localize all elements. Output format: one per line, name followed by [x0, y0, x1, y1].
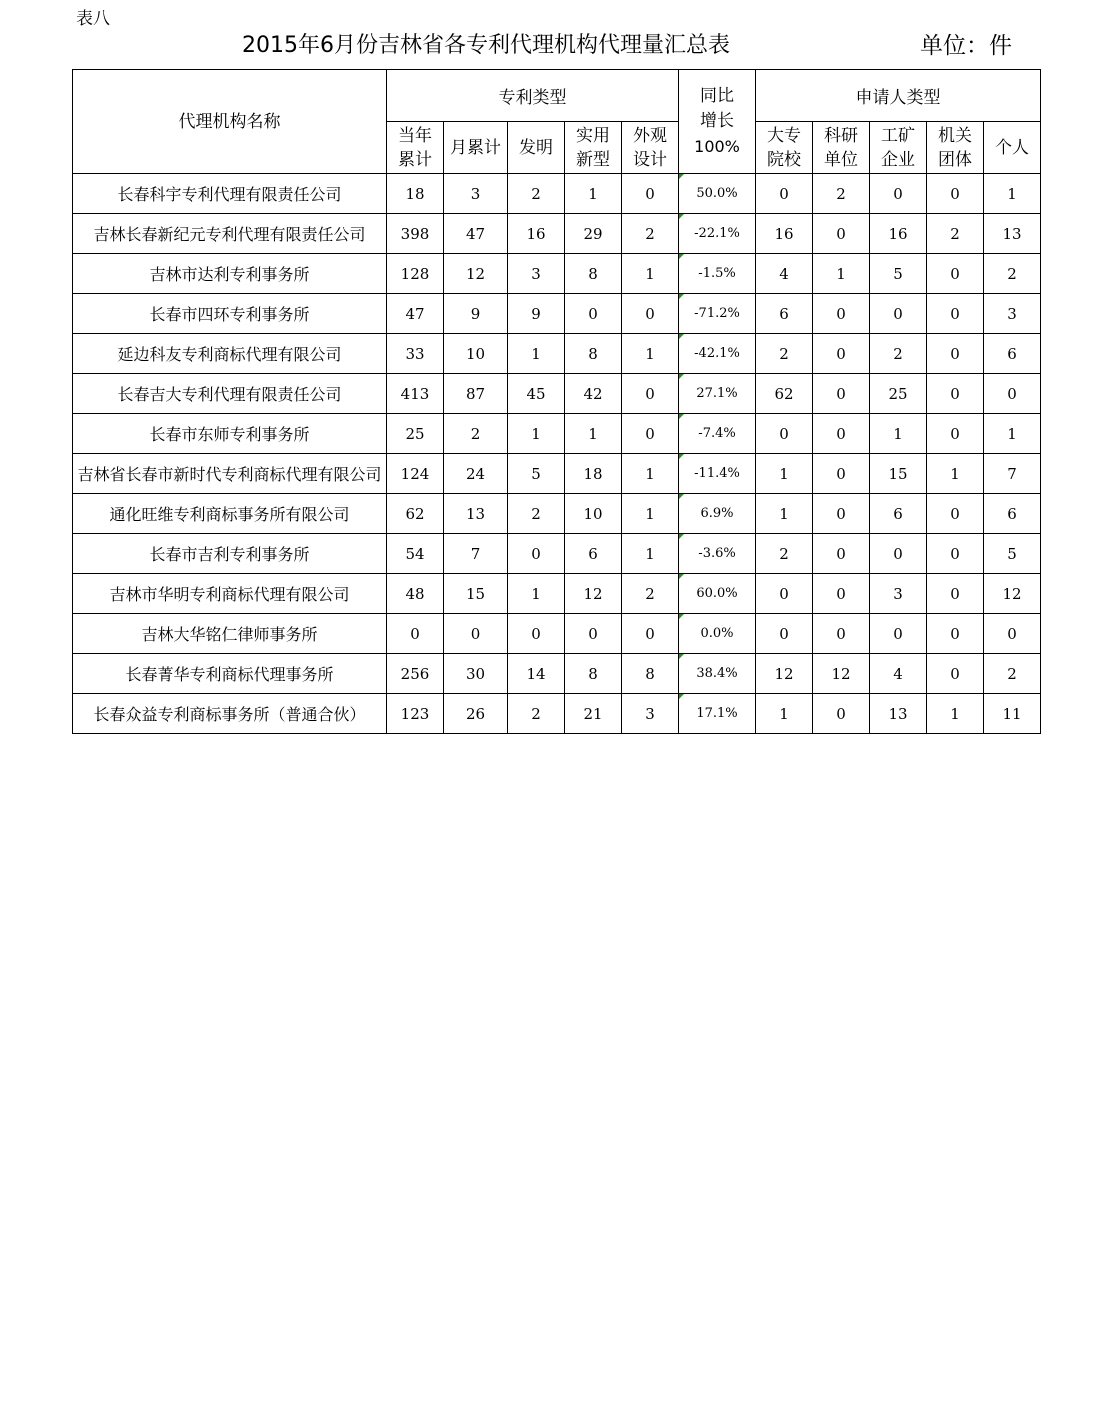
yoy-growth-cell: -42.1%: [679, 334, 756, 374]
college-cell: 1: [756, 694, 813, 734]
invention-cell: 1: [508, 574, 565, 614]
page-title: 2015年6月份吉林省各专利代理机构代理量汇总表: [242, 33, 730, 58]
design-cell: 8: [622, 654, 679, 694]
table-row: [73, 694, 1041, 734]
design-cell: 2: [622, 214, 679, 254]
college-cell: 12: [756, 654, 813, 694]
enterprise-cell: 25: [870, 374, 927, 414]
design-cell: 1: [622, 494, 679, 534]
individual-cell: 11: [984, 694, 1041, 734]
invention-cell: 9: [508, 294, 565, 334]
utility-model-cell: 18: [565, 454, 622, 494]
college-cell: 62: [756, 374, 813, 414]
table-row: [73, 214, 1041, 254]
invention-cell: 3: [508, 254, 565, 294]
enterprise-cell: 0: [870, 534, 927, 574]
enterprise-cell: 0: [870, 174, 927, 214]
year-total-cell: 398: [387, 214, 444, 254]
year-total-cell: 413: [387, 374, 444, 414]
header-utility-model: 实用 新型: [565, 122, 622, 174]
research-cell: 0: [813, 694, 870, 734]
month-total-cell: 13: [444, 494, 508, 534]
month-total-cell: 7: [444, 534, 508, 574]
agency-name-cell: 长春市吉利专利事务所: [73, 534, 387, 574]
month-total-cell: 30: [444, 654, 508, 694]
yoy-growth-cell: -22.1%: [679, 214, 756, 254]
header-enterprise: 工矿 企业: [870, 122, 927, 174]
individual-cell: 0: [984, 374, 1041, 414]
design-cell: 0: [622, 614, 679, 654]
header-org: 机关 团体: [927, 122, 984, 174]
table-row: [73, 374, 1041, 414]
year-total-cell: 25: [387, 414, 444, 454]
enterprise-cell: 6: [870, 494, 927, 534]
yoy-growth-cell: 17.1%: [679, 694, 756, 734]
yoy-growth-cell: 50.0%: [679, 174, 756, 214]
agency-name-cell: 吉林市达利专利事务所: [73, 254, 387, 294]
year-total-cell: 18: [387, 174, 444, 214]
enterprise-cell: 4: [870, 654, 927, 694]
college-cell: 2: [756, 534, 813, 574]
design-cell: 3: [622, 694, 679, 734]
header-month-total: 月累计: [444, 122, 508, 174]
org-cell: 0: [927, 374, 984, 414]
enterprise-cell: 1: [870, 414, 927, 454]
utility-model-cell: 21: [565, 694, 622, 734]
org-cell: 0: [927, 174, 984, 214]
invention-cell: 5: [508, 454, 565, 494]
yoy-growth-cell: 0.0%: [679, 614, 756, 654]
enterprise-cell: 3: [870, 574, 927, 614]
agency-name-cell: 长春科宇专利代理有限责任公司: [73, 174, 387, 214]
yoy-growth-cell: 60.0%: [679, 574, 756, 614]
agency-name-cell: 长春吉大专利代理有限责任公司: [73, 374, 387, 414]
year-total-cell: 123: [387, 694, 444, 734]
org-cell: 1: [927, 694, 984, 734]
college-cell: 4: [756, 254, 813, 294]
yoy-growth-cell: -71.2%: [679, 294, 756, 334]
table-row: [73, 254, 1041, 294]
individual-cell: 1: [984, 414, 1041, 454]
utility-model-cell: 42: [565, 374, 622, 414]
individual-cell: 13: [984, 214, 1041, 254]
utility-model-cell: 29: [565, 214, 622, 254]
year-total-cell: 256: [387, 654, 444, 694]
agency-name-cell: 延边科友专利商标代理有限公司: [73, 334, 387, 374]
header-patent-type: 专利类型: [387, 70, 679, 122]
individual-cell: 3: [984, 294, 1041, 334]
college-cell: 0: [756, 614, 813, 654]
individual-cell: 1: [984, 174, 1041, 214]
utility-model-cell: 8: [565, 254, 622, 294]
month-total-cell: 15: [444, 574, 508, 614]
research-cell: 0: [813, 374, 870, 414]
org-cell: 0: [927, 534, 984, 574]
agency-name-cell: 吉林市华明专利商标代理有限公司: [73, 574, 387, 614]
table-row: [73, 654, 1041, 694]
yoy-growth-cell: -3.6%: [679, 534, 756, 574]
enterprise-cell: 0: [870, 294, 927, 334]
college-cell: 0: [756, 574, 813, 614]
year-total-cell: 128: [387, 254, 444, 294]
invention-cell: 16: [508, 214, 565, 254]
header-research: 科研 单位: [813, 122, 870, 174]
research-cell: 0: [813, 294, 870, 334]
table-row: [73, 334, 1041, 374]
design-cell: 0: [622, 414, 679, 454]
invention-cell: 0: [508, 534, 565, 574]
research-cell: 0: [813, 614, 870, 654]
utility-model-cell: 8: [565, 654, 622, 694]
agency-name-cell: 吉林长春新纪元专利代理有限责任公司: [73, 214, 387, 254]
yoy-growth-cell: 27.1%: [679, 374, 756, 414]
header-applicant-type: 申请人类型: [756, 70, 1041, 122]
college-cell: 2: [756, 334, 813, 374]
yoy-growth-cell: 6.9%: [679, 494, 756, 534]
college-cell: 16: [756, 214, 813, 254]
individual-cell: 2: [984, 254, 1041, 294]
research-cell: 1: [813, 254, 870, 294]
research-cell: 0: [813, 494, 870, 534]
individual-cell: 5: [984, 534, 1041, 574]
design-cell: 2: [622, 574, 679, 614]
org-cell: 0: [927, 294, 984, 334]
invention-cell: 0: [508, 614, 565, 654]
enterprise-cell: 16: [870, 214, 927, 254]
design-cell: 1: [622, 454, 679, 494]
table-row: [73, 454, 1041, 494]
design-cell: 0: [622, 374, 679, 414]
org-cell: 0: [927, 494, 984, 534]
sheet-label: 表八: [76, 9, 110, 29]
utility-model-cell: 12: [565, 574, 622, 614]
header-invention: 发明: [508, 122, 565, 174]
table-row: [73, 174, 1041, 214]
year-total-cell: 48: [387, 574, 444, 614]
utility-model-cell: 1: [565, 414, 622, 454]
table-row: [73, 494, 1041, 534]
header-agency-name: 代理机构名称: [73, 70, 387, 174]
invention-cell: 2: [508, 694, 565, 734]
month-total-cell: 3: [444, 174, 508, 214]
invention-cell: 1: [508, 414, 565, 454]
month-total-cell: 26: [444, 694, 508, 734]
enterprise-cell: 13: [870, 694, 927, 734]
individual-cell: 6: [984, 334, 1041, 374]
enterprise-cell: 5: [870, 254, 927, 294]
agency-name-cell: 长春市四环专利事务所: [73, 294, 387, 334]
individual-cell: 7: [984, 454, 1041, 494]
summary-table: [72, 69, 1041, 734]
individual-cell: 2: [984, 654, 1041, 694]
design-cell: 0: [622, 294, 679, 334]
table-row: [73, 414, 1041, 454]
org-cell: 0: [927, 574, 984, 614]
org-cell: 1: [927, 454, 984, 494]
org-cell: 2: [927, 214, 984, 254]
utility-model-cell: 0: [565, 614, 622, 654]
research-cell: 2: [813, 174, 870, 214]
agency-name-cell: 通化旺维专利商标事务所有限公司: [73, 494, 387, 534]
design-cell: 1: [622, 254, 679, 294]
year-total-cell: 33: [387, 334, 444, 374]
research-cell: 0: [813, 534, 870, 574]
org-cell: 0: [927, 254, 984, 294]
agency-name-cell: 吉林省长春市新时代专利商标代理有限公司: [73, 454, 387, 494]
agency-name-cell: 长春众益专利商标事务所（普通合伙）: [73, 694, 387, 734]
enterprise-cell: 2: [870, 334, 927, 374]
table-row: [73, 294, 1041, 334]
org-cell: 0: [927, 414, 984, 454]
month-total-cell: 0: [444, 614, 508, 654]
org-cell: 0: [927, 654, 984, 694]
org-cell: 0: [927, 334, 984, 374]
year-total-cell: 47: [387, 294, 444, 334]
invention-cell: 2: [508, 174, 565, 214]
year-total-cell: 0: [387, 614, 444, 654]
header-year-total: 当年 累计: [387, 122, 444, 174]
enterprise-cell: 0: [870, 614, 927, 654]
org-cell: 0: [927, 614, 984, 654]
enterprise-cell: 15: [870, 454, 927, 494]
invention-cell: 14: [508, 654, 565, 694]
header-individual: 个人: [984, 122, 1041, 174]
table-row: [73, 574, 1041, 614]
college-cell: 1: [756, 454, 813, 494]
college-cell: 1: [756, 494, 813, 534]
individual-cell: 0: [984, 614, 1041, 654]
month-total-cell: 9: [444, 294, 508, 334]
college-cell: 0: [756, 414, 813, 454]
utility-model-cell: 6: [565, 534, 622, 574]
yoy-growth-cell: -7.4%: [679, 414, 756, 454]
month-total-cell: 87: [444, 374, 508, 414]
header-college: 大专 院校: [756, 122, 813, 174]
yoy-growth-cell: -1.5%: [679, 254, 756, 294]
individual-cell: 6: [984, 494, 1041, 534]
agency-name-cell: 吉林大华铭仁律师事务所: [73, 614, 387, 654]
research-cell: 0: [813, 414, 870, 454]
invention-cell: 45: [508, 374, 565, 414]
unit-label: 单位：件: [920, 33, 1012, 59]
year-total-cell: 124: [387, 454, 444, 494]
utility-model-cell: 10: [565, 494, 622, 534]
research-cell: 0: [813, 454, 870, 494]
yoy-growth-cell: -11.4%: [679, 454, 756, 494]
header-yoy-growth: 同比 增长 100%: [679, 70, 756, 174]
college-cell: 6: [756, 294, 813, 334]
individual-cell: 12: [984, 574, 1041, 614]
research-cell: 0: [813, 334, 870, 374]
design-cell: 1: [622, 534, 679, 574]
agency-name-cell: 长春市东师专利事务所: [73, 414, 387, 454]
month-total-cell: 12: [444, 254, 508, 294]
research-cell: 12: [813, 654, 870, 694]
yoy-growth-cell: 38.4%: [679, 654, 756, 694]
design-cell: 1: [622, 334, 679, 374]
utility-model-cell: 8: [565, 334, 622, 374]
month-total-cell: 24: [444, 454, 508, 494]
table-row: [73, 534, 1041, 574]
month-total-cell: 47: [444, 214, 508, 254]
year-total-cell: 54: [387, 534, 444, 574]
header-design: 外观 设计: [622, 122, 679, 174]
utility-model-cell: 1: [565, 174, 622, 214]
invention-cell: 1: [508, 334, 565, 374]
invention-cell: 2: [508, 494, 565, 534]
table-row: [73, 614, 1041, 654]
year-total-cell: 62: [387, 494, 444, 534]
agency-name-cell: 长春菁华专利商标代理事务所: [73, 654, 387, 694]
design-cell: 0: [622, 174, 679, 214]
month-total-cell: 10: [444, 334, 508, 374]
utility-model-cell: 0: [565, 294, 622, 334]
research-cell: 0: [813, 574, 870, 614]
college-cell: 0: [756, 174, 813, 214]
research-cell: 0: [813, 214, 870, 254]
month-total-cell: 2: [444, 414, 508, 454]
